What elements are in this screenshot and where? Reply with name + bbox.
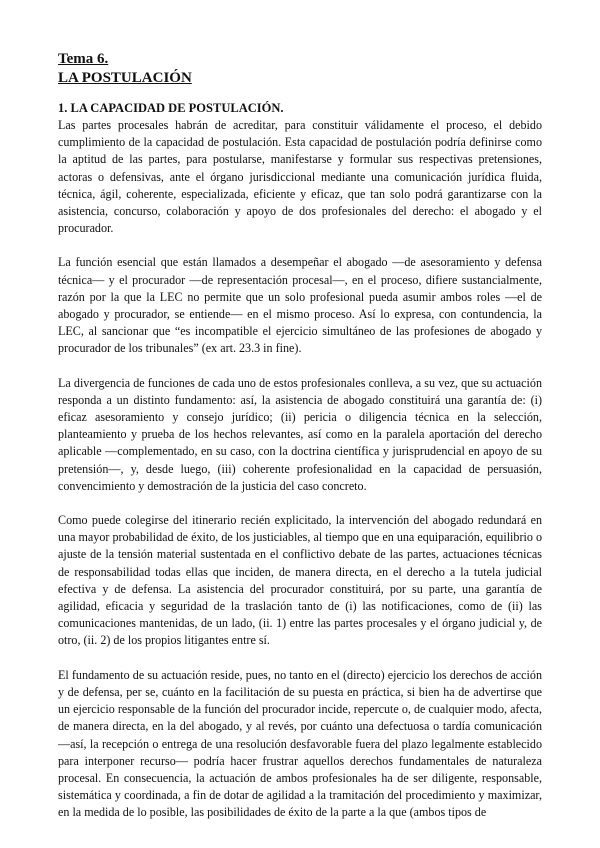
paragraph-4: Como puede colegirse del itinerario recién explicitado, la intervención del abogado redundará en una mayor probabilidad de éxito, de los justiciables, al tiempo que en una equiparación, equilibrio o ajuste de la tensión material sustentada en el conflictivo debate de las partes, actuaciones técnicas de responsabilidad todas ellas que inciden, de manera directa, en el derecho a la tutela judicial efectiva y de defensa. La asistencia del procurador constituirá, por su parte, una garantía de agilidad, eficacia y seguridad de la traslación tanto de (i) las notificaciones, como de (ii) las comunicaciones mantenidas, de un lado, (ii. 1) entre las partes procesales y el órgano judicial y, de otro, (ii. 2) de los propios litigantes entre sí. bbox=[58, 513, 542, 648]
paragraph-2: La función esencial que están llamados a desempeñar el abogado —de asesoramiento y defensa técnica— y el procurador —de representación procesal—, en el proceso, difiere sustancialmente, razón por la que la LEC no permite que un solo profesional pueda asumir ambos roles —el de abogado y procurador, se entiende— en el mismo proceso. Así lo expresa, con contundencia, la LEC, al sancionar que “es incompatible el ejercicio simultáneo de las profesiones de abogado y procurador de los tribunales” (ex art. 23.3 in fine). bbox=[58, 255, 542, 356]
paragraph-1: Las partes procesales habrán de acreditar, para constituir válidamente el proceso, el debido cumplimiento de la capacidad de postulación. Esta capacidad de postulación podría definirse como la aptitud de las partes, para postularse, manifestarse y formular sus respectivas pretensiones, actoras o defensivas, ante el órgano jurisdiccional mediante una comunicación jurídica fluida, técnica, ágil, coherente, especializada, eficiente y eficaz, que tan solo podrá garantizarse con la asistencia, concurso, colaboración y apoyo de dos profesionales del derecho: el abogado y el procurador. bbox=[58, 118, 542, 236]
topic-number: Tema 6. bbox=[58, 51, 109, 67]
paragraph-3: La divergencia de funciones de cada uno de estos profesionales conlleva, a su vez, que su actuación responda a un distinto fundamento: así, la asistencia de abogado constituirá una garantía de: (i) eficaz asesoramiento y consejo jurídico; (ii) pericia o diligencia técnica en la selección, planteamiento y prueba de los hechos relevantes, así como en la paralela aportación del derecho aplicable —complementado, en su caso, con la doctrina científica y jurisprudencial en apoyo de su pretensión—, y, desde luego, (iii) coherente profesionalidad en la capacidad de persuasión, convencimiento y demostración de la justicia del caso concreto. bbox=[58, 375, 542, 493]
section-heading: 1. LA CAPACIDAD DE POSTULACIÓN. bbox=[58, 101, 284, 115]
paragraph-5: El fundamento de su actuación reside, pues, no tanto en el (directo) ejercicio los derechos de acción y de defensa, per se, cuánto en la facilitación de su puesta en práctica, si bien ha de advertirse que un ejercicio responsable de la función del procurador incide, repercute o, de cualquier modo, afecta, de manera directa, en la del abogado, y al revés, por cuánto una defectuosa o tardía comunicación —así, la recepción o entrega de una resolución desfavorable fuera del plazo legalmente establecido para interponer recurso— podría hacer frustrar aquellos derechos fundamentales de naturaleza procesal. En consecuencia, la actuación de ambos profesionales ha de ser diligente, responsable, sistemática y coordinada, a fin de dotar de agilidad a la tramitación del procedimiento y maximizar, en la medida de lo posible, las posibilidades de éxito de la parte a la que (ambos tipos de bbox=[58, 667, 542, 820]
page-title: LA POSTULACIÓN bbox=[58, 70, 192, 86]
